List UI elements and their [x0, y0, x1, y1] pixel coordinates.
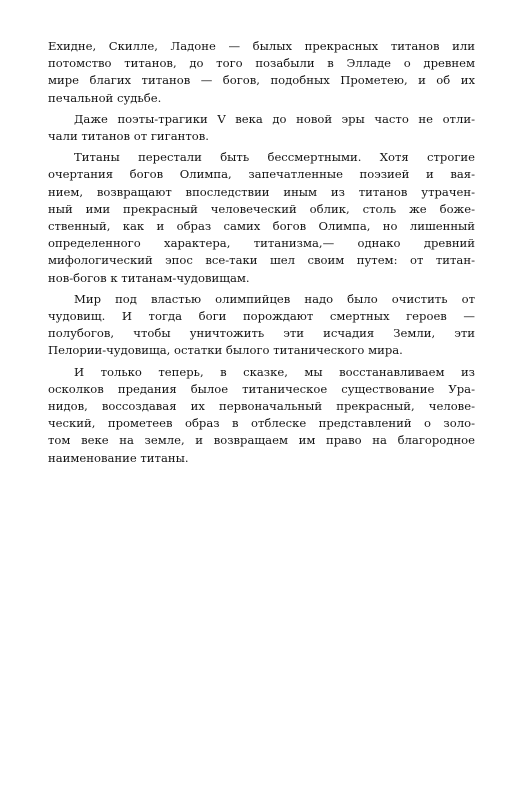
- text-line: чали титанов от гигантов.: [48, 129, 209, 144]
- text-line: Даже поэты-трагики V века до новой эры часто не отли-: [74, 111, 475, 126]
- paragraph-4: [48, 291, 475, 360]
- text-line: печальной судьбе.: [48, 90, 162, 105]
- text-line: ственный, как и образ самих богов Олимпа, но лишенный: [48, 219, 475, 234]
- text-line: нидов, воссоздавая их первоначальный прекрасный, челове-: [48, 399, 475, 414]
- text-line: мире благих титанов — богов, подобных Прометею, и об их: [48, 73, 475, 88]
- text-line: И только теперь, в сказке, мы восстанавливаем из: [74, 364, 475, 379]
- text-line: мифологический эпос все-таки шел своим путем: от титан-: [48, 253, 475, 268]
- text-line: ный ими прекрасный человеческий облик, столь же боже-: [48, 201, 475, 216]
- text-line: определенного характера, титанизма,— однако древний: [48, 236, 475, 251]
- paragraph-2: [48, 111, 475, 145]
- text-line: наименование титаны.: [48, 450, 189, 465]
- paragraph-5: [48, 364, 475, 467]
- text-line: полубогов, чтобы уничтожить эти исчадия Земли, эти: [48, 326, 475, 341]
- text-line: том веке на земле, и возвращаем им право на благородное: [48, 433, 475, 448]
- text-line: нием, возвращают впоследствии иным из титанов утрачен-: [48, 184, 475, 199]
- body-text: [48, 38, 475, 471]
- text-line: чудовищ. И тогда боги порождают смертных героев —: [48, 309, 475, 324]
- text-line: Пелории-чудовища, остатки былого титанического мира.: [48, 343, 403, 358]
- text-line: Ехидне, Скилле, Ладоне — былых прекрасных титанов или: [48, 39, 475, 53]
- paragraph-1: [48, 38, 475, 107]
- text-line: осколков предания былое титаническое существование Ура-: [48, 381, 475, 396]
- text-line: Титаны перестали быть бессмертными. Хотя строгие: [74, 150, 475, 165]
- paragraph-3: [48, 149, 475, 287]
- text-line: ческий, прометеев образ в отблеске представлений о золо-: [48, 416, 475, 431]
- text-line: Мир под властью олимпийцев надо было очистить от: [74, 291, 475, 306]
- text-line: нов-богов к титанам-чудовищам.: [48, 270, 250, 285]
- text-line: очертания богов Олимпа, запечатленные поэзией и вая-: [48, 167, 475, 182]
- text-line: потомство титанов, до того позабыли в Элладе о древнем: [48, 56, 475, 71]
